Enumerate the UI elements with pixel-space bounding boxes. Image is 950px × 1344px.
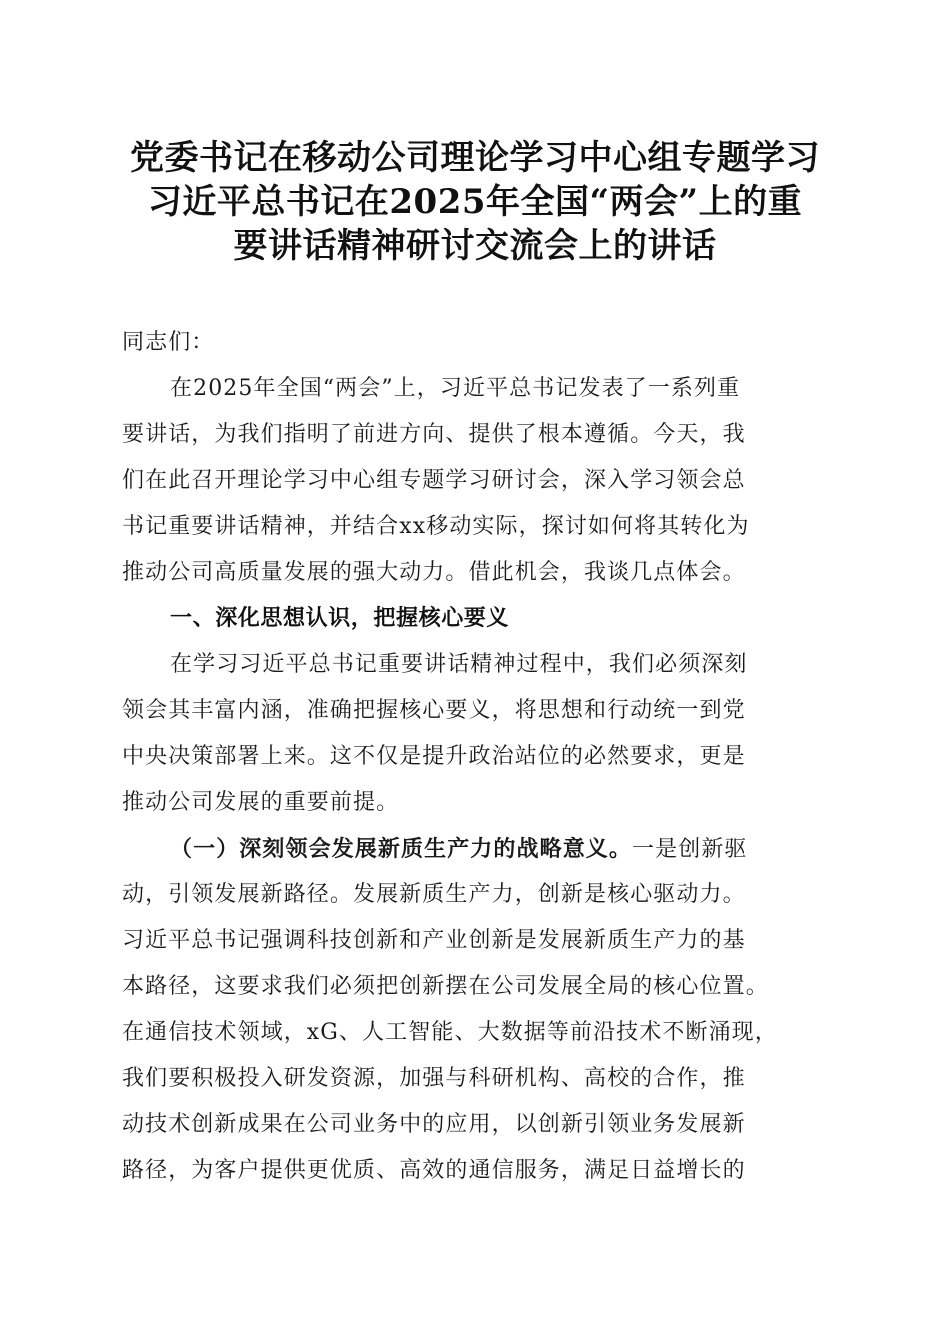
subsection-paragraph xyxy=(122,826,828,1194)
text-line: 在学习习近平总书记重要讲话精神过程中，我们必须深刻 xyxy=(170,652,748,677)
text-line: 习近平总书记强调科技创新和产业创新是发展新质生产力的基 xyxy=(122,928,746,953)
document-body xyxy=(122,320,828,1194)
text-line: 路径，为客户提供更优质、高效的通信服务，满足日益增长的 xyxy=(122,1158,746,1183)
title-line: 习近平总书记在2025年全国“两会”上的重 xyxy=(147,182,803,222)
text-line: 我们要积极投入研发资源，加强与科研机构、高校的合作，推 xyxy=(122,1066,746,1091)
subsection-heading: （一）深刻领会发展新质生产力的战略意义。 xyxy=(170,836,633,862)
text-line: 书记重要讲话精神，并结合xx移动实际，探讨如何将其转化为 xyxy=(122,514,750,539)
section-heading: 一、深化思想认识，把握核心要义 xyxy=(170,606,510,631)
document-title xyxy=(110,136,840,268)
text-line: 动技术创新成果在公司业务中的应用，以创新引领业务发展新 xyxy=(122,1112,746,1137)
text-line: 中央决策部署上来。这不仅是提升政治站位的必然要求，更是 xyxy=(122,744,746,769)
text-line: 在2025年全国“两会”上，习近平总书记发表了一系列重 xyxy=(170,376,741,401)
text-line: 本路径，这要求我们必须把创新摆在公司发展全局的核心位置。 xyxy=(122,974,769,999)
text-line: 要讲话，为我们指明了前进方向、提供了根本遵循。今天，我 xyxy=(122,422,746,447)
text-line: 在通信技术领域，xG、人工智能、大数据等前沿技术不断涌现， xyxy=(122,1020,778,1045)
text-line: 动，引领发展新路径。发展新质生产力，创新是核心驱动力。 xyxy=(122,882,746,907)
text-line: 领会其丰富内涵，准确把握核心要义，将思想和行动统一到党 xyxy=(122,698,746,723)
text-line: 们在此召开理论学习中心组专题学习研讨会，深入学习领会总 xyxy=(122,468,746,493)
title-line: 要讲话精神研讨交流会上的讲话 xyxy=(233,226,717,266)
text-line xyxy=(122,826,828,872)
salutation: 同志们： xyxy=(122,330,215,355)
text-line: 推动公司发展的重要前提。 xyxy=(122,790,400,815)
text-fragment: 一是创新驱 xyxy=(632,837,748,862)
section-paragraph xyxy=(122,642,828,826)
text-line: 推动公司高质量发展的强大动力。借此机会，我谈几点体会。 xyxy=(122,560,746,585)
title-line: 党委书记在移动公司理论学习中心组专题学习 xyxy=(130,138,820,178)
intro-paragraph xyxy=(122,366,828,596)
